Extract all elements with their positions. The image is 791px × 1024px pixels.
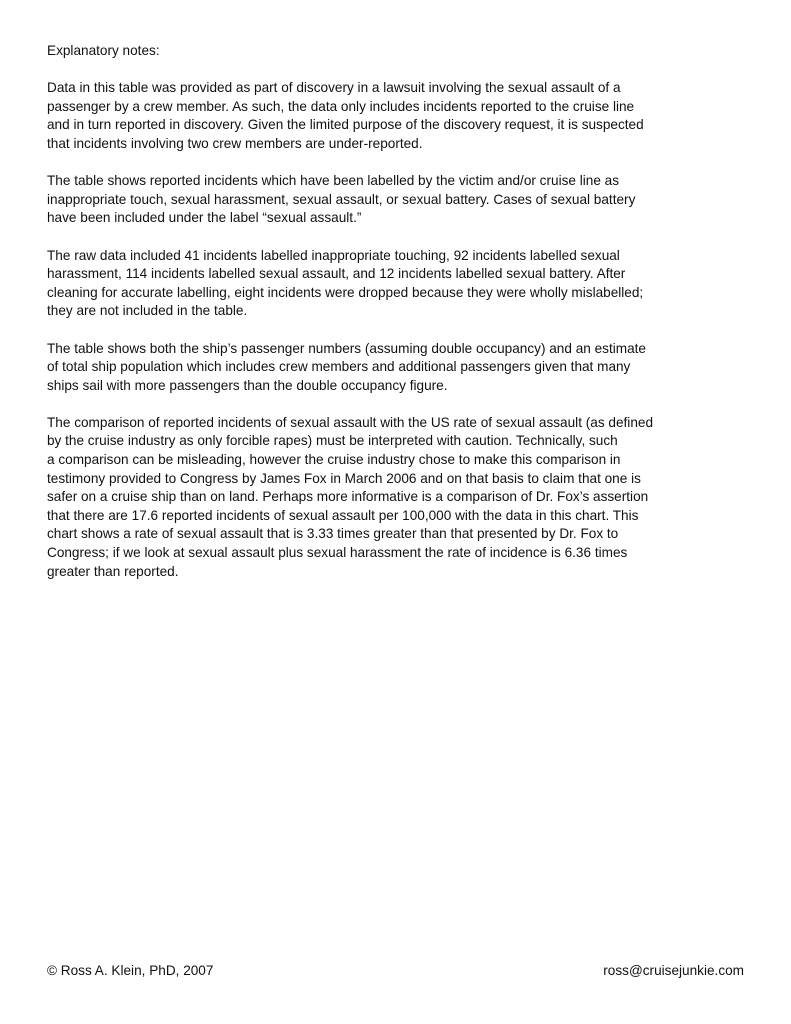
paragraph-line: of total ship population which includes crew members and additional passengers given that many: [47, 359, 631, 375]
page-footer: [47, 962, 744, 981]
paragraph-line: Data in this table was provided as part of discovery in a lawsuit involving the sexual assault of a: [47, 80, 621, 96]
paragraph-labels: [47, 172, 747, 228]
paragraph-line: inappropriate touch, sexual harassment, sexual assault, or sexual battery. Cases of sexual battery: [47, 191, 636, 207]
paragraph-line: The table shows both the ship’s passenger numbers (assuming double occupancy) and an estimate: [47, 340, 646, 356]
paragraph-raw-data: [47, 247, 747, 321]
contact-email: ross@cruisejunkie.com: [603, 963, 744, 978]
paragraph-line: The raw data included 41 incidents labelled inappropriate touching, 92 incidents labelled sexual: [47, 247, 620, 263]
paragraph-discovery: [47, 79, 747, 153]
paragraph-line: and in turn reported in discovery. Given the limited purpose of the discovery request, it is suspected: [47, 117, 644, 133]
paragraph-line: chart shows a rate of sexual assault that is 3.33 times greater than that presented by Dr. Fox to: [47, 526, 619, 542]
paragraph-line: they are not included in the table.: [47, 303, 248, 319]
paragraph-line: cleaning for accurate labelling, eight incidents were dropped because they were wholly mislabelled;: [47, 284, 644, 300]
notes-heading: Explanatory notes:: [47, 43, 160, 58]
paragraph-line: harassment, 114 incidents labelled sexual assault, and 12 incidents labelled sexual battery. After: [47, 266, 626, 282]
document-body: [47, 42, 747, 600]
paragraph-passenger-numbers: [47, 340, 747, 396]
paragraph-line: by the cruise industry as only forcible rapes) must be interpreted with caution. Technically, such: [47, 433, 618, 449]
paragraph-line: that incidents involving two crew members are under-reported.: [47, 135, 423, 151]
paragraph-line: ships sail with more passengers than the double occupancy figure.: [47, 377, 448, 393]
paragraph-line: safer on a cruise ship than on land. Perhaps more informative is a comparison of Dr. Fox’s assertion: [47, 489, 649, 505]
paragraph-comparison: [47, 414, 747, 581]
paragraph-line: a comparison can be misleading, however the cruise industry chose to make this comparison in: [47, 452, 621, 468]
copyright-notice: © Ross A. Klein, PhD, 2007: [47, 963, 214, 978]
paragraph-line: greater than reported.: [47, 563, 179, 579]
paragraph-line: The table shows reported incidents which have been labelled by the victim and/or cruise line as: [47, 173, 620, 189]
paragraph-line: The comparison of reported incidents of sexual assault with the US rate of sexual assault (as defined: [47, 414, 654, 430]
paragraph-line: testimony provided to Congress by James Fox in March 2006 and on that basis to claim that one is: [47, 470, 641, 486]
paragraph-line: passenger by a crew member. As such, the data only includes incidents reported to the cruise line: [47, 98, 635, 114]
paragraph-line: have been included under the label “sexual assault.”: [47, 210, 362, 226]
paragraph-line: that there are 17.6 reported incidents of sexual assault per 100,000 with the data in this chart. This: [47, 507, 639, 523]
paragraph-line: Congress; if we look at sexual assault plus sexual harassment the rate of incidence is 6.36 times: [47, 545, 628, 561]
